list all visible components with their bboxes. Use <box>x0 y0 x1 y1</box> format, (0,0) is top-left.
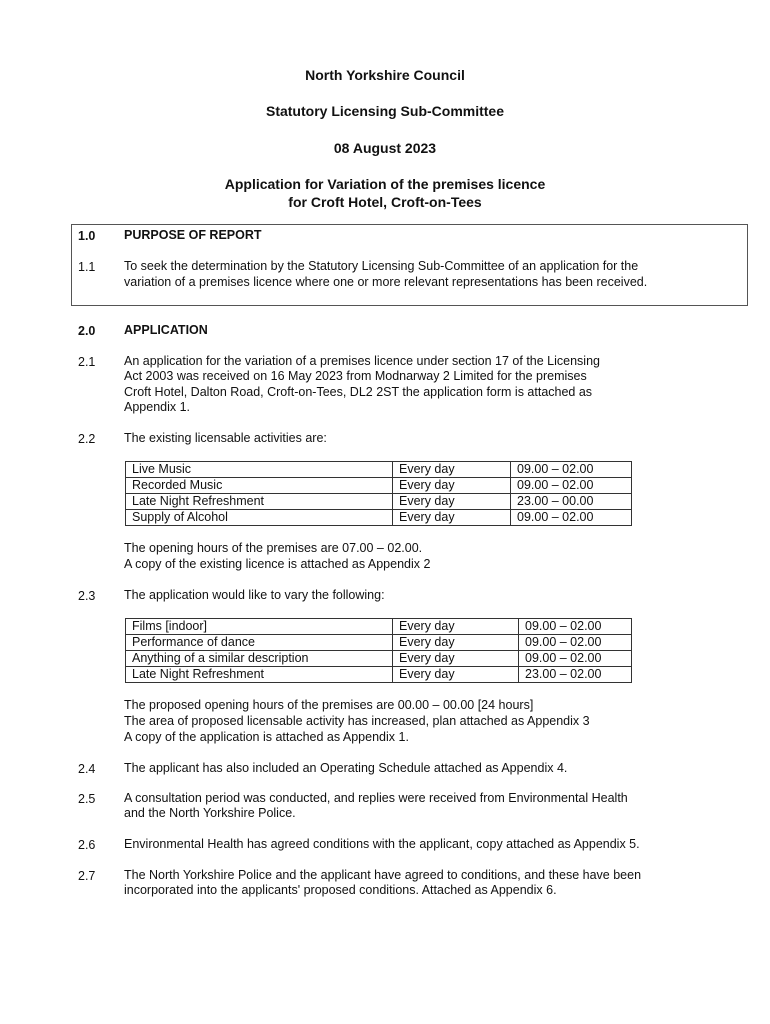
days-cell: Every day <box>393 494 511 510</box>
hours-cell: 09.00 – 02.00 <box>519 619 632 635</box>
paragraph-line: Croft Hotel, Dalton Road, Croft-on-Tees, DL2 2ST the application form is attached as <box>124 385 593 399</box>
proposed-activities-table <box>125 618 632 683</box>
paragraph-number: 2.7 <box>78 869 96 883</box>
table-row <box>126 494 632 510</box>
paragraph-line: The North Yorkshire Police and the applicant have agreed to conditions, and these have been <box>124 868 642 882</box>
committee-name: Statutory Licensing Sub-Committee <box>265 103 505 119</box>
days-cell: Every day <box>393 635 519 651</box>
days-cell: Every day <box>393 667 519 683</box>
paragraph-line: A consultation period was conducted, and replies were received from Environmental Health <box>124 791 628 805</box>
table-row <box>126 478 632 494</box>
paragraph-line: The applicant has also included an Operating Schedule attached as Appendix 4. <box>124 761 568 775</box>
days-cell: Every day <box>393 619 519 635</box>
section-heading: PURPOSE OF REPORT <box>124 228 262 242</box>
table-row <box>126 635 632 651</box>
table-row <box>126 651 632 667</box>
paragraph-number: 2.5 <box>78 792 96 806</box>
paragraph-number: 2.2 <box>78 432 96 446</box>
table-row <box>126 462 632 478</box>
paragraph-line: incorporated into the applicants' proposed conditions. Attached as Appendix 6. <box>124 883 557 897</box>
report-subject-line-1: Application for Variation of the premises licence <box>224 176 546 192</box>
activity-cell: Anything of a similar description <box>126 651 393 667</box>
hours-cell: 09.00 – 02.00 <box>511 478 632 494</box>
days-cell: Every day <box>393 478 511 494</box>
paragraph-line: A copy of the application is attached as Appendix 1. <box>124 730 409 744</box>
paragraph-line: The existing licensable activities are: <box>124 431 327 445</box>
paragraph-line: Environmental Health has agreed conditions with the applicant, copy attached as Appendix 5. <box>124 837 640 851</box>
paragraph-line: and the North Yorkshire Police. <box>124 806 296 820</box>
hours-cell: 09.00 – 02.00 <box>511 510 632 526</box>
paragraph-line: Act 2003 was received on 16 May 2023 from Modnarway 2 Limited for the premises <box>124 369 587 383</box>
paragraph-number: 2.6 <box>78 838 96 852</box>
section-number: 2.0 <box>78 324 96 338</box>
hours-cell: 09.00 – 02.00 <box>519 651 632 667</box>
section-heading: APPLICATION <box>124 323 208 337</box>
days-cell: Every day <box>393 651 519 667</box>
table-row <box>126 667 632 683</box>
activity-cell: Late Night Refreshment <box>126 494 393 510</box>
activity-cell: Live Music <box>126 462 393 478</box>
activity-cell: Late Night Refreshment <box>126 667 393 683</box>
paragraph-line: variation of a premises licence where one or more relevant representations has been received. <box>124 275 648 289</box>
paragraph-number: 2.3 <box>78 589 96 603</box>
paragraph-line: The application would like to vary the following: <box>124 588 385 602</box>
paragraph-line: An application for the variation of a premises licence under section 17 of the Licensing <box>124 354 600 368</box>
hours-cell: 23.00 – 02.00 <box>519 667 632 683</box>
table-row <box>126 510 632 526</box>
hours-cell: 23.00 – 00.00 <box>511 494 632 510</box>
paragraph-line: The proposed opening hours of the premises are 00.00 – 00.00 [24 hours] <box>124 698 534 712</box>
activity-cell: Supply of Alcohol <box>126 510 393 526</box>
activity-cell: Recorded Music <box>126 478 393 494</box>
hours-cell: 09.00 – 02.00 <box>519 635 632 651</box>
existing-activities-table <box>125 461 632 526</box>
hours-cell: 09.00 – 02.00 <box>511 462 632 478</box>
paragraph-line: The opening hours of the premises are 07.00 – 02.00. <box>124 541 423 555</box>
table-row <box>126 619 632 635</box>
paragraph-line: A copy of the existing licence is attached as Appendix 2 <box>124 557 431 571</box>
days-cell: Every day <box>393 462 511 478</box>
paragraph-line: To seek the determination by the Statutory Licensing Sub-Committee of an application for the <box>124 259 639 273</box>
section-number: 1.0 <box>78 229 96 243</box>
activity-cell: Performance of dance <box>126 635 393 651</box>
activity-cell: Films [indoor] <box>126 619 393 635</box>
report-subject-line-2: for Croft Hotel, Croft-on-Tees <box>288 194 482 210</box>
days-cell: Every day <box>393 510 511 526</box>
council-name: North Yorkshire Council <box>305 67 465 83</box>
paragraph-line: Appendix 1. <box>124 400 191 414</box>
paragraph-number: 1.1 <box>78 260 96 274</box>
meeting-date: 08 August 2023 <box>333 140 437 156</box>
paragraph-line: The area of proposed licensable activity has increased, plan attached as Appendix 3 <box>124 714 590 728</box>
paragraph-number: 2.4 <box>78 762 96 776</box>
paragraph-number: 2.1 <box>78 355 96 369</box>
